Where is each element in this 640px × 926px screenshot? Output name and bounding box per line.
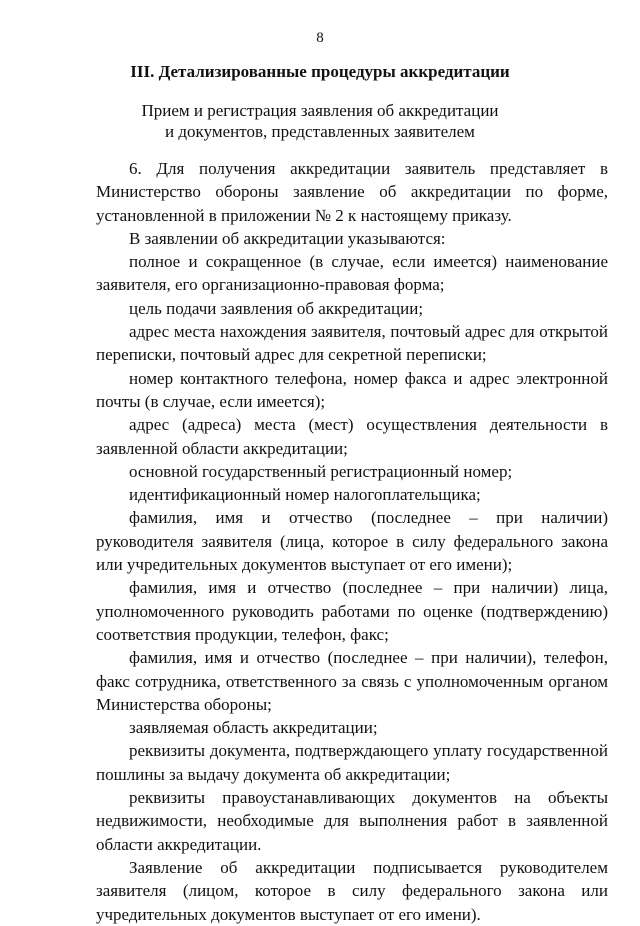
paragraph: полное и сокращенное (в случае, если имеется) наименование заявителя, его организационно-правовая форма;: [96, 252, 608, 295]
paragraph: В заявлении об аккредитации указываются:: [129, 228, 446, 248]
page-number: 8: [316, 30, 324, 46]
paragraph: 6. Для получения аккредитации заявитель представляет в Министерство обороны заявление об аккредитации по форме, установленной в приложении № 2 к настоящему приказу.: [96, 159, 608, 225]
paragraph: фамилия, имя и отчество (последнее – при наличии) лица, уполномоченного руководить работами по оценке (подтверждению) соответствия продукции, телефон, факс;: [96, 578, 608, 644]
paragraph: основной государственный регистрационный номер;: [129, 461, 513, 481]
paragraph: фамилия, имя и отчество (последнее – при наличии) руководителя заявителя (лица, которое в силу федерального закона или учредительных документов выступает от его имени);: [96, 508, 608, 575]
paragraph: адрес места нахождения заявителя, почтовый адрес для открытой переписки, почтовый адрес для секретной переписки;: [96, 322, 608, 365]
paragraph: Заявление об аккредитации подписывается руководителем заявителя (лицом, которое в силу федерального закона или учредительных документов выступает от его имени).: [96, 857, 608, 924]
paragraph: адрес (адреса) места (мест) осуществления деятельности в заявленной области аккредитации;: [96, 415, 608, 458]
paragraph: цель подачи заявления об аккредитации;: [129, 298, 424, 318]
subsection-title-line-2: и документов, представленных заявителем: [165, 122, 475, 141]
paragraph: фамилия, имя и отчество (последнее – при наличии), телефон, факс сотрудника, ответственного за связь с уполномоченным органом Министерства обороны;: [96, 648, 608, 714]
body-text: [96, 157, 608, 926]
section-title: III. Детализированные процедуры аккредитации: [130, 62, 510, 81]
subsection-title: [60, 100, 580, 142]
paragraph: реквизиты правоустанавливающих документов на объекты недвижимости, необходимые для выполнения работ в заявленной области аккредитации.: [96, 788, 608, 854]
paragraph: номер контактного телефона, номер факса и адрес электронной почты (в случае, если имеется);: [96, 368, 608, 411]
paragraph: заявляемая область аккредитации;: [129, 718, 378, 738]
paragraph: идентификационный номер налогоплательщика;: [129, 485, 481, 505]
subsection-title-line-1: Прием и регистрация заявления об аккредитации: [141, 101, 499, 120]
paragraph: реквизиты документа, подтверждающего уплату государственной пошлины за выдачу документа об аккредитации;: [96, 741, 608, 784]
